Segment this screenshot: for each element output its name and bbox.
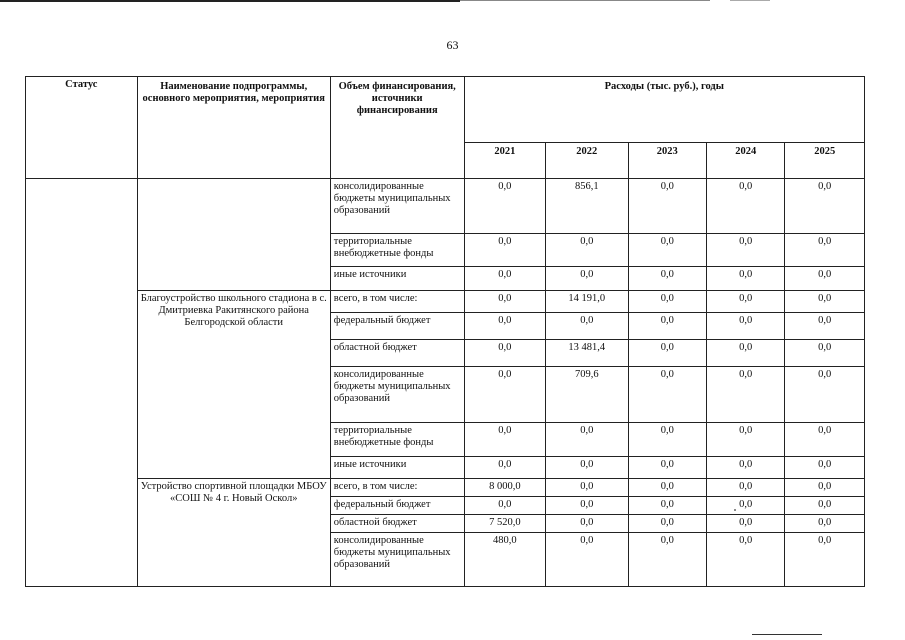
activity-name: Устройство спортивной площадки МБОУ «СОШ № 4 г. Новый Оскол» bbox=[137, 479, 330, 587]
expense-value: 0,0 bbox=[706, 179, 784, 234]
expense-value: 0,0 bbox=[706, 234, 784, 267]
expense-value: 0,0 bbox=[464, 457, 545, 479]
expense-value: 0,0 bbox=[785, 313, 865, 340]
header-year: 2021 bbox=[464, 143, 545, 179]
expense-value: 0,0 bbox=[628, 479, 706, 497]
header-expenses: Расходы (тыс. руб.), годы bbox=[464, 77, 864, 143]
expense-value: 0,0 bbox=[785, 533, 865, 587]
expense-value: 0,0 bbox=[706, 291, 784, 313]
funding-source: территориальные внебюджетные фонды bbox=[330, 234, 464, 267]
header-year: 2025 bbox=[785, 143, 865, 179]
budget-table-body bbox=[26, 179, 865, 587]
activity-name bbox=[137, 179, 330, 291]
expense-value: 0,0 bbox=[628, 515, 706, 533]
funding-source: консолидированные бюджеты муниципальных образований bbox=[330, 533, 464, 587]
expense-value: 0,0 bbox=[464, 179, 545, 234]
expense-value: 0,0 bbox=[628, 291, 706, 313]
budget-table bbox=[25, 76, 865, 587]
funding-source: областной бюджет bbox=[330, 515, 464, 533]
expense-value: 0,0 bbox=[464, 497, 545, 515]
table-row bbox=[26, 291, 865, 313]
expense-value: 0,0 bbox=[785, 497, 865, 515]
expense-value: 0,0 bbox=[628, 457, 706, 479]
expense-value: 0,0 bbox=[628, 423, 706, 457]
expense-value: 856,1 bbox=[546, 179, 628, 234]
header-year: 2023 bbox=[628, 143, 706, 179]
expense-value: 0,0 bbox=[464, 313, 545, 340]
expense-value: 0,0 bbox=[706, 423, 784, 457]
expense-value: 0,0 bbox=[785, 515, 865, 533]
expense-value: 13 481,4 bbox=[546, 340, 628, 367]
expense-value: 0,0 bbox=[785, 367, 865, 423]
expense-value: 7 520,0 bbox=[464, 515, 545, 533]
expense-value: 0,0 bbox=[706, 340, 784, 367]
top-border-line bbox=[0, 0, 460, 2]
expense-value: 0,0 bbox=[706, 267, 784, 291]
expense-value: 0,0 bbox=[628, 179, 706, 234]
expense-value: 0,0 bbox=[464, 423, 545, 457]
expense-value: 0,0 bbox=[628, 497, 706, 515]
expense-value: 0,0 bbox=[464, 234, 545, 267]
expense-value: 0,0 bbox=[706, 313, 784, 340]
expense-value: 0,0 bbox=[785, 179, 865, 234]
expense-value: 0,0 bbox=[785, 267, 865, 291]
expense-value: 0,0 bbox=[546, 497, 628, 515]
table-row bbox=[26, 479, 865, 497]
top-border-line-faint bbox=[460, 0, 710, 1]
expense-value: 0,0 bbox=[546, 267, 628, 291]
scan-speck bbox=[734, 509, 736, 511]
funding-source: территориальные внебюджетные фонды bbox=[330, 423, 464, 457]
funding-source: всего, в том числе: bbox=[330, 479, 464, 497]
top-edge-mark bbox=[730, 0, 770, 1]
funding-source: федеральный бюджет bbox=[330, 313, 464, 340]
status-cell bbox=[26, 179, 138, 587]
expense-value: 0,0 bbox=[706, 457, 784, 479]
expense-value: 0,0 bbox=[706, 479, 784, 497]
header-year: 2024 bbox=[706, 143, 784, 179]
expense-value: 0,0 bbox=[628, 313, 706, 340]
expense-value: 709,6 bbox=[546, 367, 628, 423]
funding-source: консолидированные бюджеты муниципальных образований bbox=[330, 367, 464, 423]
expense-value: 0,0 bbox=[464, 367, 545, 423]
expense-value: 0,0 bbox=[464, 340, 545, 367]
expense-value: 0,0 bbox=[785, 291, 865, 313]
expense-value: 0,0 bbox=[706, 533, 784, 587]
funding-source: федеральный бюджет bbox=[330, 497, 464, 515]
expense-value: 0,0 bbox=[785, 340, 865, 367]
header-status: Статус bbox=[26, 77, 138, 179]
expense-value: 0,0 bbox=[546, 234, 628, 267]
expense-value: 0,0 bbox=[464, 267, 545, 291]
expense-value: 0,0 bbox=[546, 515, 628, 533]
expense-value: 0,0 bbox=[464, 291, 545, 313]
expense-value: 0,0 bbox=[706, 497, 784, 515]
table-row bbox=[26, 179, 865, 234]
funding-source: консолидированные бюджеты муниципальных образований bbox=[330, 179, 464, 234]
funding-source: иные источники bbox=[330, 457, 464, 479]
expense-value: 0,0 bbox=[546, 423, 628, 457]
expense-value: 480,0 bbox=[464, 533, 545, 587]
funding-source: всего, в том числе: bbox=[330, 291, 464, 313]
expense-value: 0,0 bbox=[628, 267, 706, 291]
expense-value: 0,0 bbox=[546, 457, 628, 479]
expense-value: 0,0 bbox=[706, 515, 784, 533]
expense-value: 8 000,0 bbox=[464, 479, 545, 497]
expense-value: 0,0 bbox=[706, 367, 784, 423]
funding-source: областной бюджет bbox=[330, 340, 464, 367]
header-year: 2022 bbox=[546, 143, 628, 179]
expense-value: 0,0 bbox=[785, 479, 865, 497]
expense-value: 0,0 bbox=[628, 234, 706, 267]
expense-value: 0,0 bbox=[785, 234, 865, 267]
funding-source: иные источники bbox=[330, 267, 464, 291]
expense-value: 0,0 bbox=[546, 479, 628, 497]
expense-value: 0,0 bbox=[546, 533, 628, 587]
expense-value: 0,0 bbox=[628, 533, 706, 587]
expense-value: 14 191,0 bbox=[546, 291, 628, 313]
expense-value: 0,0 bbox=[628, 367, 706, 423]
expense-value: 0,0 bbox=[785, 423, 865, 457]
expense-value: 0,0 bbox=[628, 340, 706, 367]
page-number: 63 bbox=[446, 38, 459, 52]
expense-value: 0,0 bbox=[785, 457, 865, 479]
activity-name: Благоустройство школьного стадиона в с. Дмитриевка Ракитянского района Белгородской области bbox=[137, 291, 330, 479]
header-volume: Объем финансирования, источники финансирования bbox=[330, 77, 464, 179]
bottom-edge-mark bbox=[752, 634, 822, 635]
header-name: Наименование подпрограммы, основного мероприятия, мероприятия bbox=[137, 77, 330, 179]
expense-value: 0,0 bbox=[546, 313, 628, 340]
